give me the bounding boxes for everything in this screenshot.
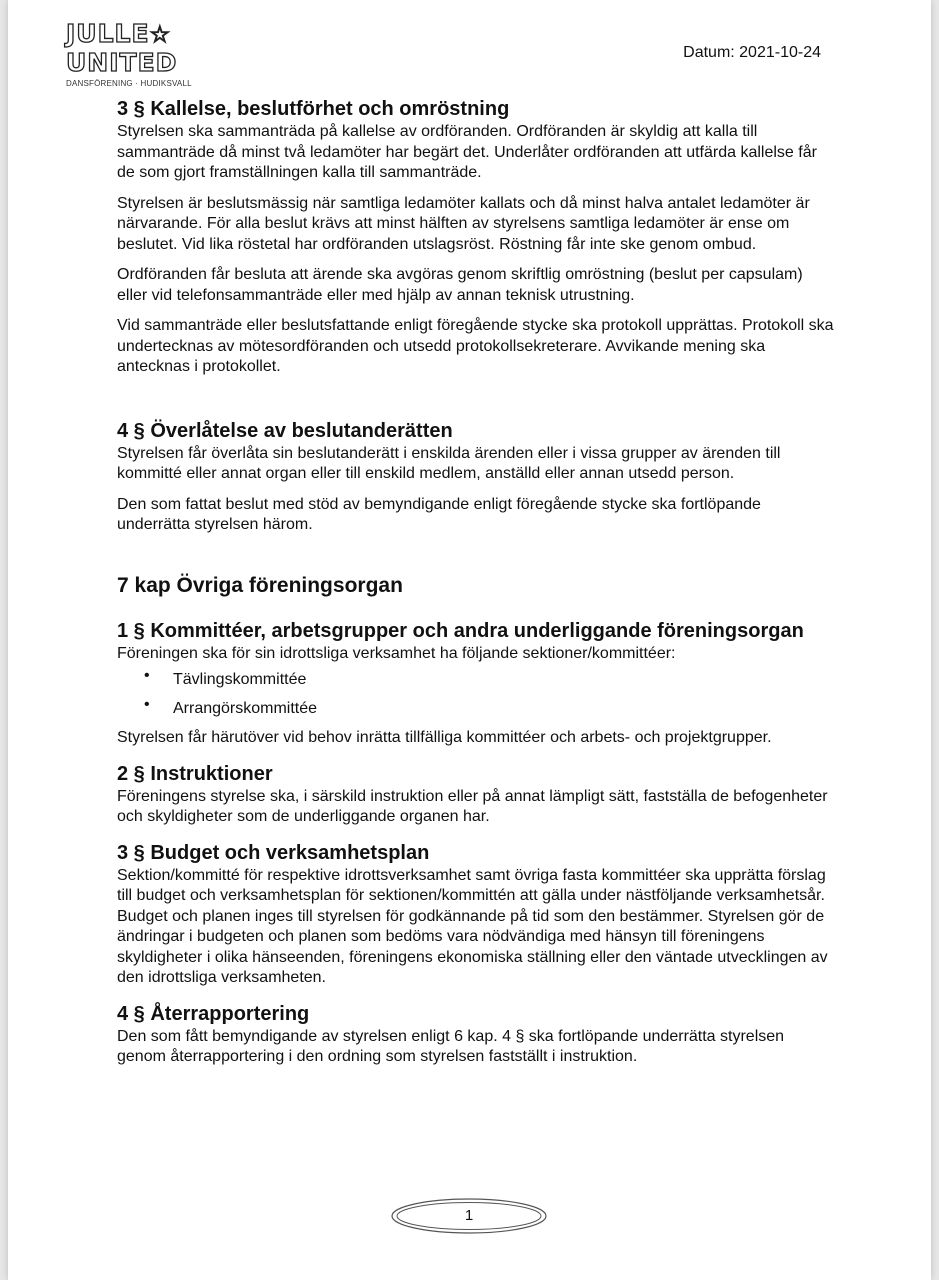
list-item: • Tävlingskommittée xyxy=(117,670,837,690)
document-body xyxy=(117,96,837,1068)
document-date: Datum: 2021-10-24 xyxy=(683,44,821,61)
section-heading: 4 § Överlåtelse av beslutanderätten xyxy=(117,419,453,442)
section-heading: 2 § Instruktioner xyxy=(117,762,273,785)
paragraph: Styrelsen får överlåta sin beslutanderätt i enskilda ärenden eller i vissa grupper av ärenden till kommitté eller annat organ eller till enskild medlem, anställd eller annan utsedd person. xyxy=(117,444,781,482)
logo-line-2: UNITED xyxy=(66,48,178,77)
paragraph: Styrelsen får härutöver vid behov inrätta tillfälliga kommittéer och arbets- och projektgrupper. xyxy=(117,729,772,746)
page-number: 1 xyxy=(464,1207,474,1224)
paragraph: Styrelsen ska sammanträda på kallelse av ordföranden. Ordföranden är skyldig att kalla till sammanträde då minst två ledamöter har begärt det. Underlåter ordföranden att utfärda kallelse får de som gjort framställningen kalla till sammanträde. xyxy=(117,123,817,181)
star-icon: ☆ xyxy=(149,22,172,48)
section-heading: 4 § Återrapportering xyxy=(117,1002,310,1025)
paragraph: Föreningens styrelse ska, i särskild instruktion eller på annat lämpligt sätt, fastställa de befogenheter och skyldigheter som de underliggande organen har. xyxy=(117,787,828,825)
list-item: • Arrangörskommittée xyxy=(117,699,837,719)
club-logo xyxy=(66,20,206,88)
paragraph: Den som fattat beslut med stöd av bemyndigande enligt föregående stycke ska fortlöpande underrätta styrelsen härom. xyxy=(117,495,761,533)
paragraph: Vid sammanträde eller beslutsfattande enligt föregående stycke ska protokoll upprättas. Protokoll ska undertecknas av mötesordföranden och utsedd protokollsekreterare. Avvikande mening ska antecknas i protokollet. xyxy=(117,317,834,375)
paragraph: Den som fått bemyndigande av styrelsen enligt 6 kap. 4 § ska fortlöpande underrätta styrelsen genom återrapportering i den ordning som styrelsen fastställt i instruktion. xyxy=(117,1027,785,1065)
section-heading: 1 § Kommittéer, arbetsgrupper och andra underliggande föreningsorgan xyxy=(117,619,804,642)
section-heading: 3 § Budget och verksamhetsplan xyxy=(117,841,430,864)
paragraph: Föreningen ska för sin idrottsliga verksamhet ha följande sektioner/kommittéer: xyxy=(117,644,676,662)
committee-list xyxy=(117,670,837,719)
paragraph: Styrelsen är beslutsmässig när samtliga ledamöter kallats och då minst halva antalet ledamöter är närvarande. För alla beslut krävs att minst hälften av styrelsens samtliga ledamöter är ense om beslutet. Vid lika röstetal har ordföranden utslagsröst. Röstning får inte ske genom ombud. xyxy=(117,194,810,253)
chapter-heading: 7 kap Övriga föreningsorgan xyxy=(117,573,403,597)
document-page xyxy=(8,0,931,1280)
paragraph: Ordföranden får besluta att ärende ska avgöras genom skriftlig omröstning (beslut per capsulam) eller vid telefonsammanträde eller med hjälp av annan teknisk utrustning. xyxy=(117,266,803,304)
logo-subtitle: DANSFÖRENING · HUDIKSVALL xyxy=(66,79,192,88)
page-number-badge xyxy=(390,1197,548,1235)
section-heading: 3 § Kallelse, beslutförhet och omröstning xyxy=(117,98,510,120)
paragraph: Sektion/kommitté för respektive idrottsverksamhet samt övriga fasta kommittéer ska upprätta förslag till budget och verksamhetsplan för sektionen/kommittén att gälla under nästföljande verksamhetsår. Budget och planen inges till styrelsen för godkännande på tid som den bestämmer. Styrelsen gör de ändringar i budgeten och planen som bedöms vara nödvändiga med hänsyn till föreningens skyldigheter i olika hänseenden, föreningens ekonomiska ställning eller den väntade utvecklingen av den idrottsliga verksamheten. xyxy=(117,866,828,986)
logo-line-1: JULLE xyxy=(66,19,150,48)
